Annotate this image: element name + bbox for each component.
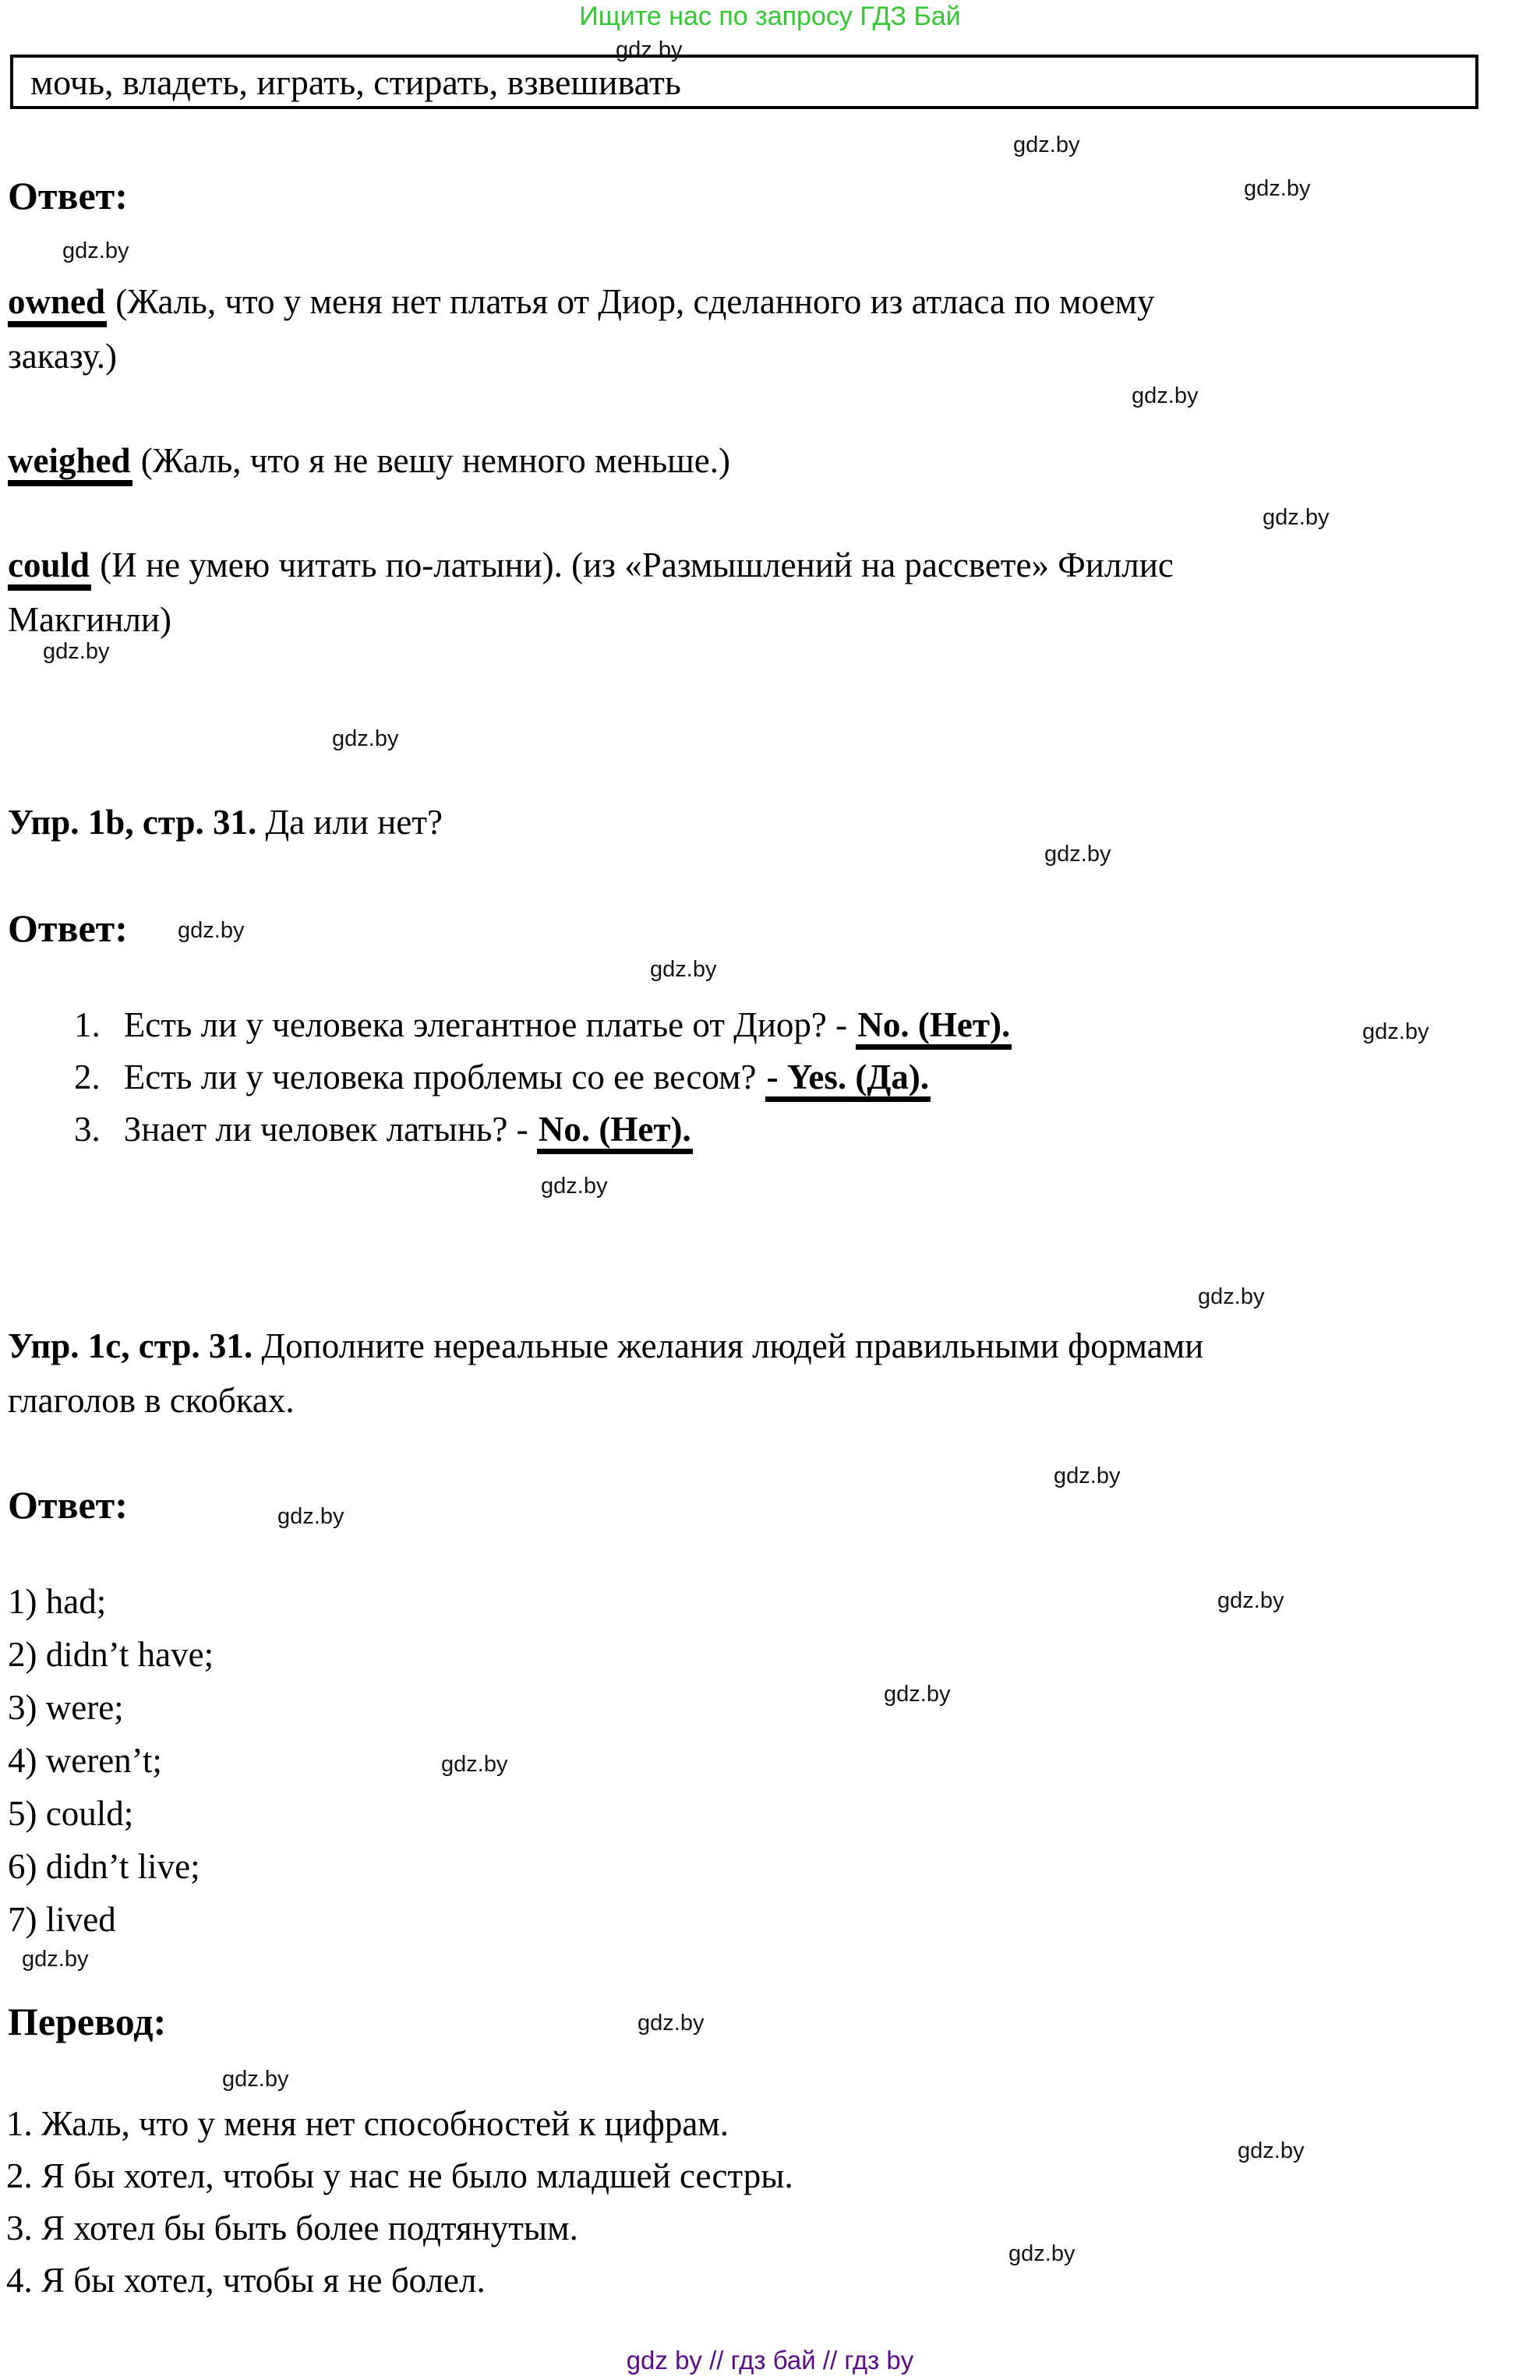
verb-weighed: weighed bbox=[8, 441, 132, 486]
verb-answer-item: 6) didn’t live; bbox=[8, 1847, 200, 1886]
qa-item-answer: No. (Нет). bbox=[537, 1110, 693, 1154]
qa-item-number: 1. bbox=[74, 1005, 101, 1044]
verb-answer-item: 2) didn’t have; bbox=[8, 1635, 214, 1674]
qa-item-answer: No. (Нет). bbox=[856, 1005, 1012, 1050]
translation-item: 3. Я хотел бы быть более подтянутым. bbox=[6, 2209, 578, 2248]
gdz-watermark: gdz.by bbox=[332, 726, 399, 751]
qa-item bbox=[74, 1056, 1012, 1098]
gdz-watermark: gdz.by bbox=[884, 1682, 951, 1707]
paragraph-could-text: (И не умею читать по-латыни). (из «Размышлений на рассвете» Филлис Макгинли) bbox=[8, 546, 1174, 639]
answer-label-1c: Ответ: bbox=[8, 1483, 128, 1527]
qa-item-answer: - Yes. (Да). bbox=[765, 1058, 931, 1102]
gdz-watermark: gdz.by bbox=[62, 238, 129, 263]
gdz-watermark: gdz.by bbox=[22, 1947, 89, 1972]
task-box bbox=[10, 55, 1478, 109]
qa-item-question: Есть ли у человека проблемы со ее весом? bbox=[123, 1058, 765, 1096]
task-box-text: мочь, владеть, играть, стирать, взвешивать bbox=[30, 62, 681, 102]
paragraph-owned-text: (Жаль, что у меня нет платья от Диор, сделанного из атласа по моему заказу.) bbox=[8, 282, 1155, 376]
gdz-watermark: gdz.by bbox=[638, 2011, 705, 2036]
gdz-watermark: gdz.by bbox=[1008, 2241, 1076, 2266]
promo-banner: Ищите нас по запросу ГДЗ Бай bbox=[579, 2, 961, 31]
paragraph-weighed bbox=[8, 433, 730, 488]
gdz-watermark: gdz.by bbox=[616, 37, 683, 62]
exercise-1c-title: Дополните нереальные желания людей правильными формами глаголов в скобках. bbox=[8, 1326, 1204, 1420]
qa-item bbox=[74, 1004, 1012, 1046]
exercise-1c-number: Упр. 1c, стр. 31. bbox=[8, 1326, 253, 1365]
paragraph-weighed-text: (Жаль, что я не вешу немного меньше.) bbox=[132, 441, 730, 480]
gdz-watermark: gdz.by bbox=[1238, 2138, 1305, 2163]
qa-item bbox=[74, 1108, 1012, 1150]
verb-could: could bbox=[8, 546, 91, 591]
gdz-watermark: gdz.by bbox=[1198, 1284, 1265, 1309]
gdz-watermark: gdz.by bbox=[1054, 1464, 1121, 1488]
verb-answer-item: 4) weren’t; bbox=[8, 1741, 162, 1780]
answer-label-1b: Ответ: bbox=[8, 906, 128, 950]
answer-label-1a: Ответ: bbox=[8, 174, 128, 217]
paragraph-could bbox=[8, 538, 1224, 647]
translation-list bbox=[6, 2103, 793, 2311]
gdz-watermark: gdz.by bbox=[1362, 1019, 1429, 1044]
gdz-watermark: gdz.by bbox=[178, 918, 245, 943]
verb-answer-list bbox=[8, 1580, 214, 1951]
gdz-watermark: gdz.by bbox=[650, 957, 717, 982]
gdz-watermark: gdz.by bbox=[1132, 383, 1199, 408]
gdz-watermark: gdz.by bbox=[43, 639, 110, 664]
gdz-watermark: gdz.by bbox=[277, 1504, 344, 1529]
gdz-watermark: gdz.by bbox=[1217, 1588, 1284, 1613]
verb-answer-item: 3) were; bbox=[8, 1688, 124, 1727]
gdz-watermark: gdz.by bbox=[1244, 176, 1311, 201]
exercise-1b-number: Упр. 1b, стр. 31. bbox=[8, 803, 257, 842]
exercise-1b-title: Да или нет? bbox=[256, 803, 443, 842]
verb-answer-item: 5) could; bbox=[8, 1794, 134, 1833]
qa-item-number: 2. bbox=[74, 1058, 101, 1096]
gdz-watermark: gdz.by bbox=[1044, 842, 1111, 867]
qa-list bbox=[74, 1004, 1012, 1160]
gdz-watermark: gdz.by bbox=[541, 1174, 608, 1199]
translation-item: 2. Я бы хотел, чтобы у нас не было младшей сестры. bbox=[6, 2156, 793, 2195]
verb-answer-item: 7) lived bbox=[8, 1900, 116, 1939]
gdz-watermark: gdz.by bbox=[1013, 132, 1080, 157]
gdz-watermark: gdz.by bbox=[441, 1752, 508, 1777]
verb-answer-item: 1) had; bbox=[8, 1582, 107, 1621]
qa-item-number: 3. bbox=[74, 1110, 101, 1149]
exercise-1c-heading bbox=[8, 1319, 1239, 1428]
qa-item-question: Есть ли у человека элегантное платье от Диор? - bbox=[123, 1005, 857, 1044]
gdz-watermark: gdz.by bbox=[1263, 505, 1330, 530]
footer-text: gdz by // гдз бай // гдз by bbox=[626, 2346, 914, 2375]
gdz-watermark: gdz.by bbox=[222, 2067, 289, 2092]
paragraph-owned bbox=[8, 274, 1270, 383]
translation-label: Перевод: bbox=[8, 2000, 167, 2043]
verb-owned: owned bbox=[8, 282, 107, 327]
translation-item: 4. Я бы хотел, чтобы я не болел. bbox=[6, 2261, 486, 2300]
translation-item: 1. Жаль, что у меня нет способностей к цифрам. bbox=[6, 2104, 729, 2143]
qa-item-question: Знает ли человек латынь? - bbox=[123, 1110, 537, 1149]
exercise-1b-heading bbox=[8, 795, 443, 849]
